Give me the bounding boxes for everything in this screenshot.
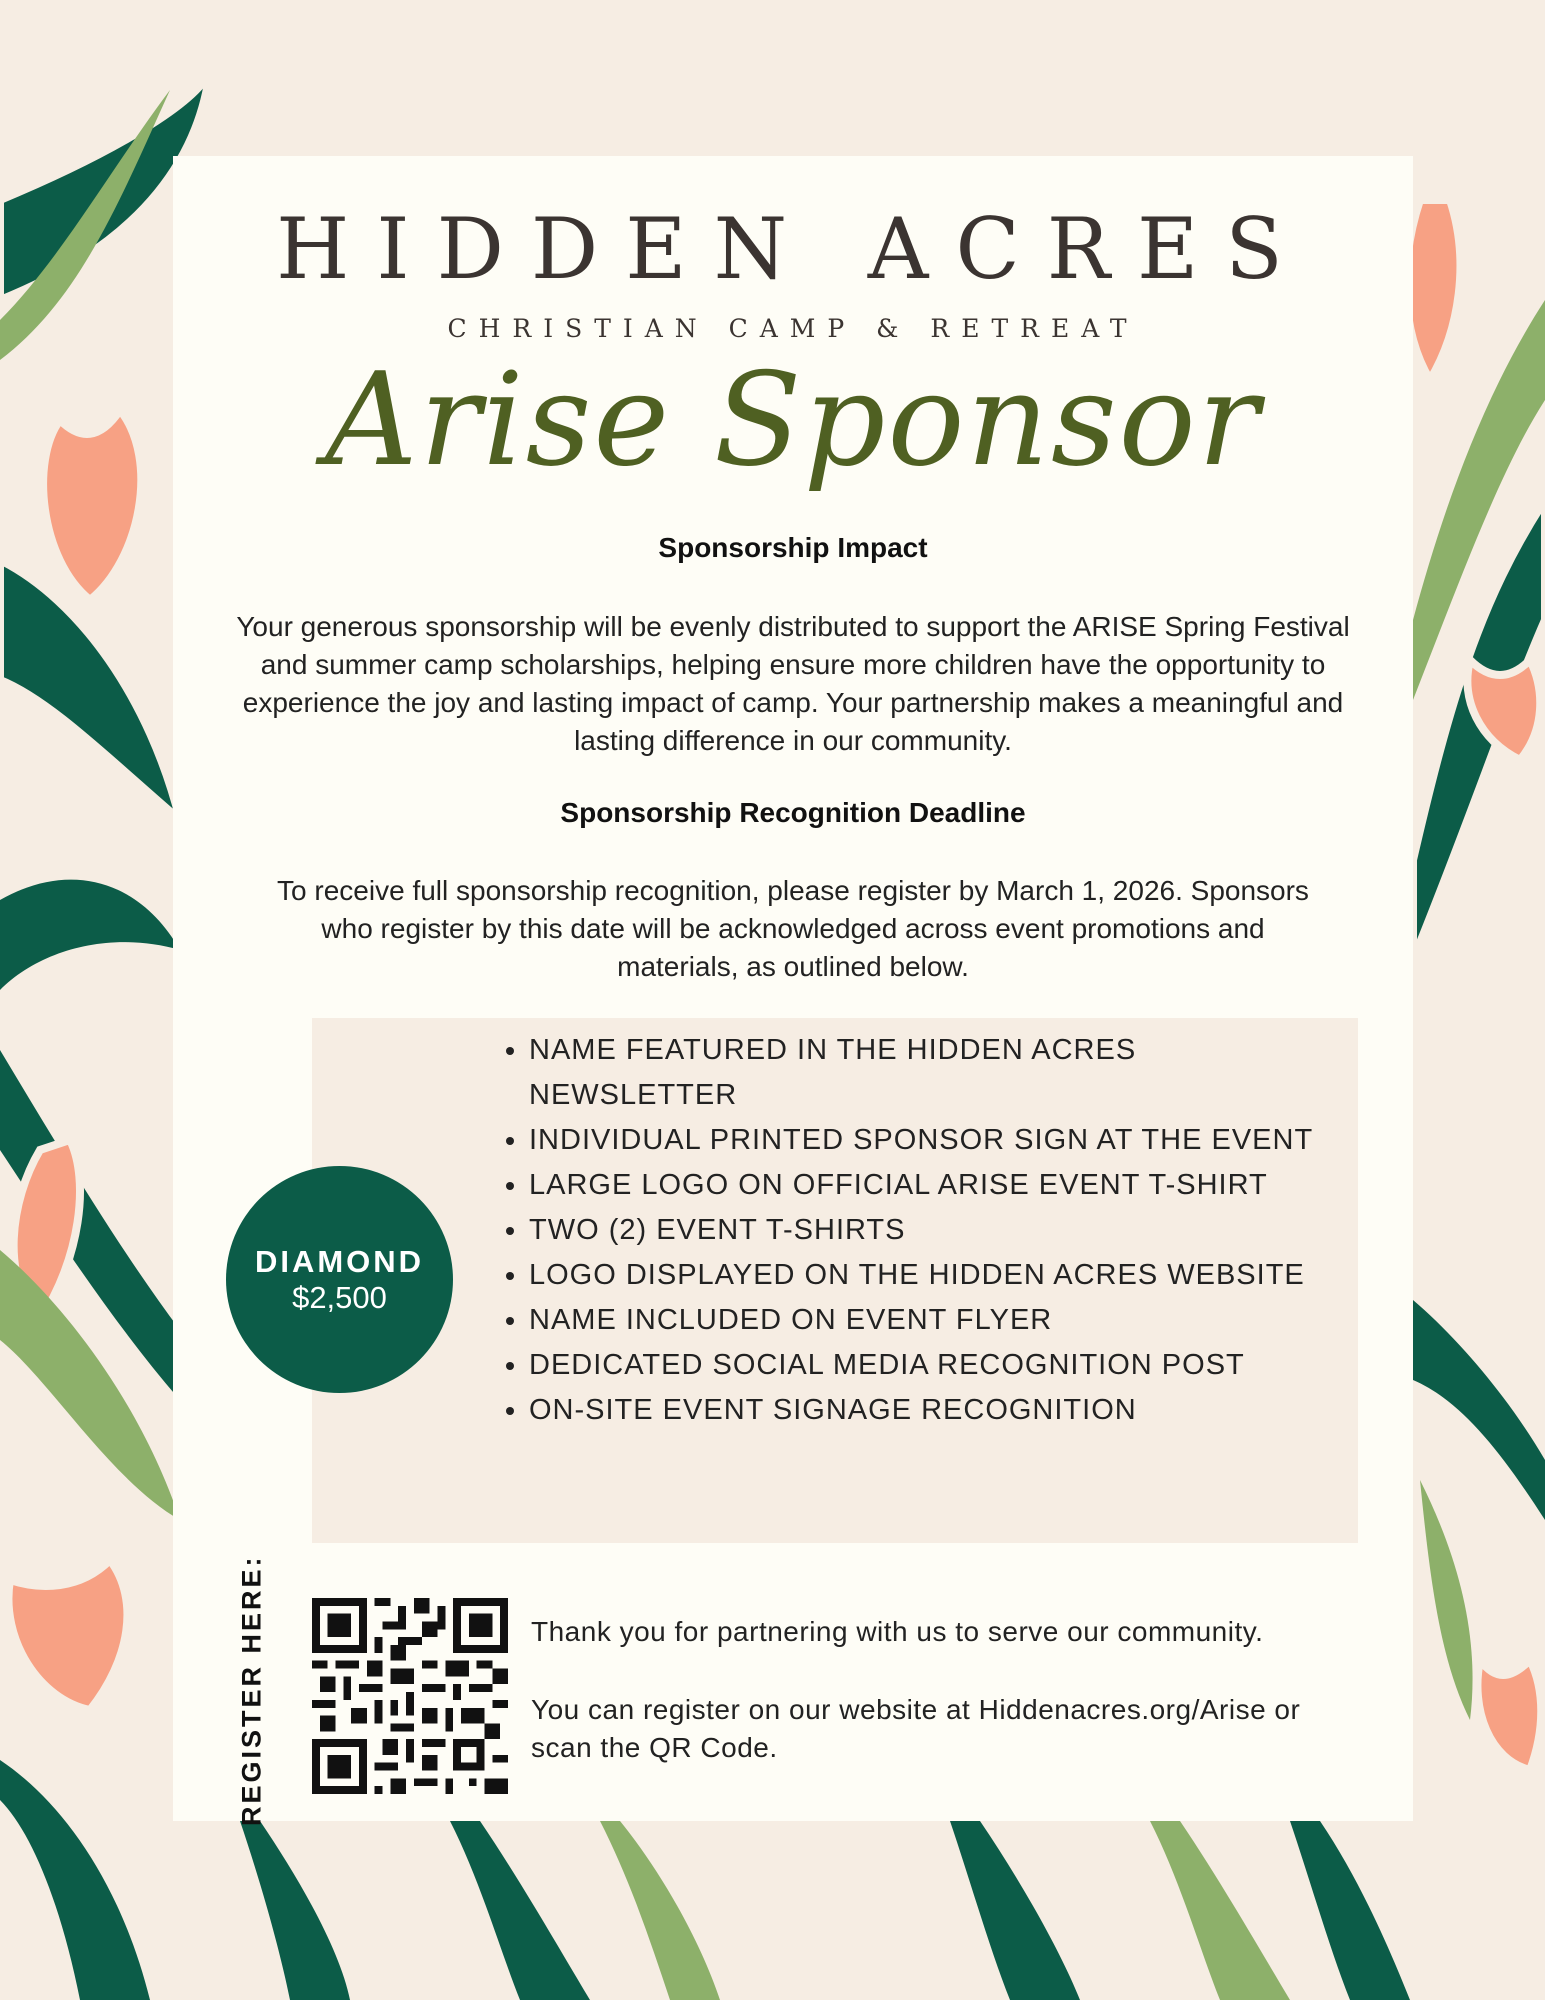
tier-badge: [226, 1166, 453, 1393]
leaf-decoration: [1150, 1821, 1290, 2000]
benefits-list: [499, 1028, 1349, 1433]
benefits-panel: [312, 1018, 1358, 1543]
leaf-decoration: [1290, 1821, 1410, 2000]
thank-you-text: Thank you for partnering with us to serve our community.: [531, 1616, 1264, 1647]
qr-code-icon[interactable]: [312, 1598, 508, 1794]
tulip-decoration: [1477, 1660, 1541, 1770]
deadline-body: To receive full sponsorship recognition, please register by March 1, 2026. Sponsors who register by this date will be acknowledged across event promotions and materials, as outlined below.: [277, 875, 1309, 982]
register-label: REGISTER HERE:: [236, 1554, 267, 1826]
leaf-decoration: [1413, 1300, 1545, 1520]
list-item: • INDIVIDUAL PRINTED SPONSOR SIGN AT THE EVENT: [529, 1118, 1349, 1163]
list-item: • ON-SITE EVENT SIGNAGE RECOGNITION: [529, 1388, 1349, 1433]
list-item: • DEDICATED SOCIAL MEDIA RECOGNITION POST: [529, 1343, 1349, 1388]
leaf-decoration: [450, 1821, 590, 2000]
tulip-decoration: [1406, 200, 1460, 380]
brand-tagline: CHRISTIAN CAMP & RETREAT: [447, 314, 1139, 343]
tulip-decoration: [43, 410, 141, 600]
tier-name: DIAMOND: [254, 1244, 425, 1279]
list-item: • TWO (2) EVENT T-SHIRTS: [529, 1208, 1349, 1253]
tulip-decoration: [8, 1560, 127, 1710]
leaf-decoration: [240, 1821, 350, 2000]
list-item: • NAME INCLUDED ON EVENT FLYER: [529, 1298, 1349, 1343]
leaf-decoration: [0, 1250, 180, 1520]
leaf-decoration: [0, 1760, 150, 2000]
content-card: [173, 156, 1413, 1826]
page-title: Arise Sponsor: [325, 346, 1261, 495]
brand-name: HIDDEN ACRES: [276, 200, 1310, 298]
list-item: • LARGE LOGO ON OFFICIAL ARISE EVENT T-SHIRT: [529, 1163, 1349, 1208]
deadline-heading: Sponsorship Recognition Deadline: [560, 797, 1026, 828]
leaf-decoration: [600, 1821, 720, 2000]
leaf-decoration: [1420, 1480, 1473, 1720]
list-item: • LOGO DISPLAYED ON THE HIDDEN ACRES WEBSITE: [529, 1253, 1349, 1298]
leaf-decoration: [0, 880, 180, 990]
website-text: You can register on our website at Hiddenacres.org/Arise or scan the QR Code.: [531, 1694, 1301, 1763]
tier-price: $2,500: [292, 1280, 387, 1315]
list-item: • NAME FEATURED IN THE HIDDEN ACRES NEWSLETTER: [529, 1028, 1349, 1118]
leaf-decoration: [950, 1821, 1080, 2000]
impact-heading: Sponsorship Impact: [658, 532, 928, 563]
impact-body: Your generous sponsorship will be evenly distributed to support the ARISE Spring Festival and summer camp scholarships, helping ensure more children have the opportunity to experience the joy and lasting impact of camp. Your partnership makes a meaningful and lasting difference in our community.: [236, 611, 1350, 756]
